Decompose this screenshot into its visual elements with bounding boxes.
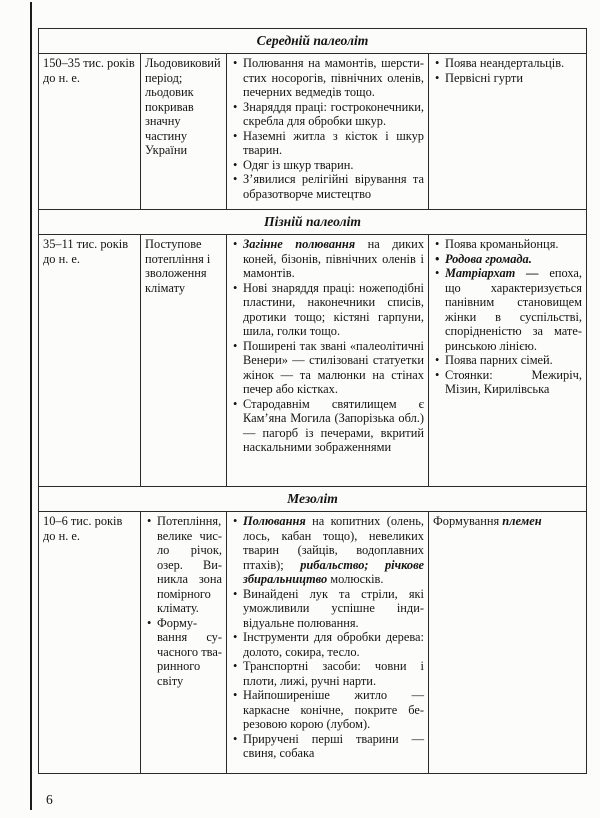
table-row — [39, 54, 587, 210]
climate-cell — [141, 512, 227, 774]
list-item: • Нові знаряддя праці: ножеподібні пластини, наконечники списів, дротики тощо; кістяні гарпуни, шила, голки тощо. — [231, 281, 424, 339]
period-text: 35–11 тис. років до н. е. — [43, 237, 129, 266]
climate-text: Льодовиковий період; льодовик покривав значну частину України — [145, 56, 221, 157]
period-cell — [39, 235, 141, 487]
table-row — [39, 512, 587, 774]
paleolithic-periods-table — [38, 28, 587, 774]
key-term: Полювання — [243, 514, 306, 528]
period-text: 10–6 тис. років до н. е. — [43, 514, 123, 543]
society-cell — [429, 512, 587, 774]
list-item: • Найпоширеніше житло — каркасне конічне, покрите березовою корою (лубом). — [231, 688, 424, 732]
list-item: • Потепління, велике число річок, озер. Виникла зона помірного клімату. — [145, 514, 222, 616]
life-cell — [227, 235, 429, 487]
society-cell — [429, 235, 587, 487]
section-title-mesolithic: Мезоліт — [39, 487, 587, 512]
table-row — [39, 235, 587, 487]
section-header-row — [39, 29, 587, 54]
list-item — [433, 266, 582, 353]
page-edge-line — [30, 2, 32, 810]
climate-text: Поступове потепління і зволоження клімату — [145, 237, 211, 295]
item-text: Формування — [433, 514, 503, 528]
item-text: епоха, що характеризується панівним становищем жінки в суспільстві, спорідненістю за материнською лінією. — [445, 266, 582, 353]
list-item: • Родова громада. — [433, 252, 582, 267]
list-item: • Наземні житла з кісток і шкур тварин. — [231, 129, 424, 158]
section-header-row — [39, 210, 587, 235]
life-cell — [227, 512, 429, 774]
section-title-late-paleolithic: Пізній палеоліт — [39, 210, 587, 235]
list-item: • Поширені так звані «палеолітичні Венери» — стилізовані статуетки жінок — та малюнки на стінах печер або кістках. — [231, 339, 424, 397]
period-cell — [39, 54, 141, 210]
item-text: на копитних (олень, лось, кабан тощо), невеликих тварин (зайців, водоплавних птахів); — [243, 514, 424, 572]
list-item: • З’явилися релігійні вірування та образотворче мистецтво — [231, 172, 424, 201]
list-item: • Поява неандертальців. — [433, 56, 582, 71]
key-term: племен — [502, 514, 542, 528]
list-item: • Формування сучасного тваринного світу — [145, 616, 222, 689]
list-item: • Знаряддя праці: гостроконечники, скребла для обробки шкур. — [231, 100, 424, 129]
climate-cell — [141, 235, 227, 487]
page-number: 6 — [46, 792, 53, 807]
list-item: • Винайдені лук та стріли, які уможливили успішне індивідуальне полювання. — [231, 587, 424, 631]
key-term: Матріархат — — [445, 266, 539, 280]
key-term: рибальство; річкове збиральництво — [243, 557, 424, 586]
list-item — [231, 514, 424, 587]
list-item: • Інструменти для обробки дерева: долото, сокира, тесло. — [231, 630, 424, 659]
society-text — [433, 514, 582, 529]
period-text: 150–35 тис. років до н. е. — [43, 56, 135, 85]
society-cell — [429, 54, 587, 210]
list-item: • Первісні гурти — [433, 71, 582, 86]
list-item: • Стоянки: Межиріч, Мізин, Кирилівська — [433, 368, 582, 397]
list-item: • Поява кроманьйонця. — [433, 237, 582, 252]
list-item: • Транспортні засоби: човни і плоти, лижі, ручні нарти. — [231, 659, 424, 688]
list-item: • Стародавнім святилищем є Кам’яна Могила (Запорізька обл.) — пагорб із печерами, вкритий наскальними зображеннями — [231, 397, 424, 455]
key-term: Загінне полювання — [243, 237, 356, 251]
period-cell — [39, 512, 141, 774]
list-item — [231, 237, 424, 281]
list-item: • Поява парних сімей. — [433, 353, 582, 368]
list-item: • Одяг із шкур тварин. — [231, 158, 424, 173]
life-cell — [227, 54, 429, 210]
climate-cell — [141, 54, 227, 210]
list-item: • Приручені перші тварини — свиня, собака — [231, 732, 424, 761]
item-text: молюсків. — [327, 572, 384, 586]
item-text: на диких коней, бізонів, північних оленів і мамонтів. — [243, 237, 425, 280]
section-title-middle-paleolithic: Середній палеоліт — [39, 29, 587, 54]
section-header-row — [39, 487, 587, 512]
list-item: • Полювання на мамонтів, шерстистих носорогів, північних оленів, печерних ведмедів тощо. — [231, 56, 424, 100]
